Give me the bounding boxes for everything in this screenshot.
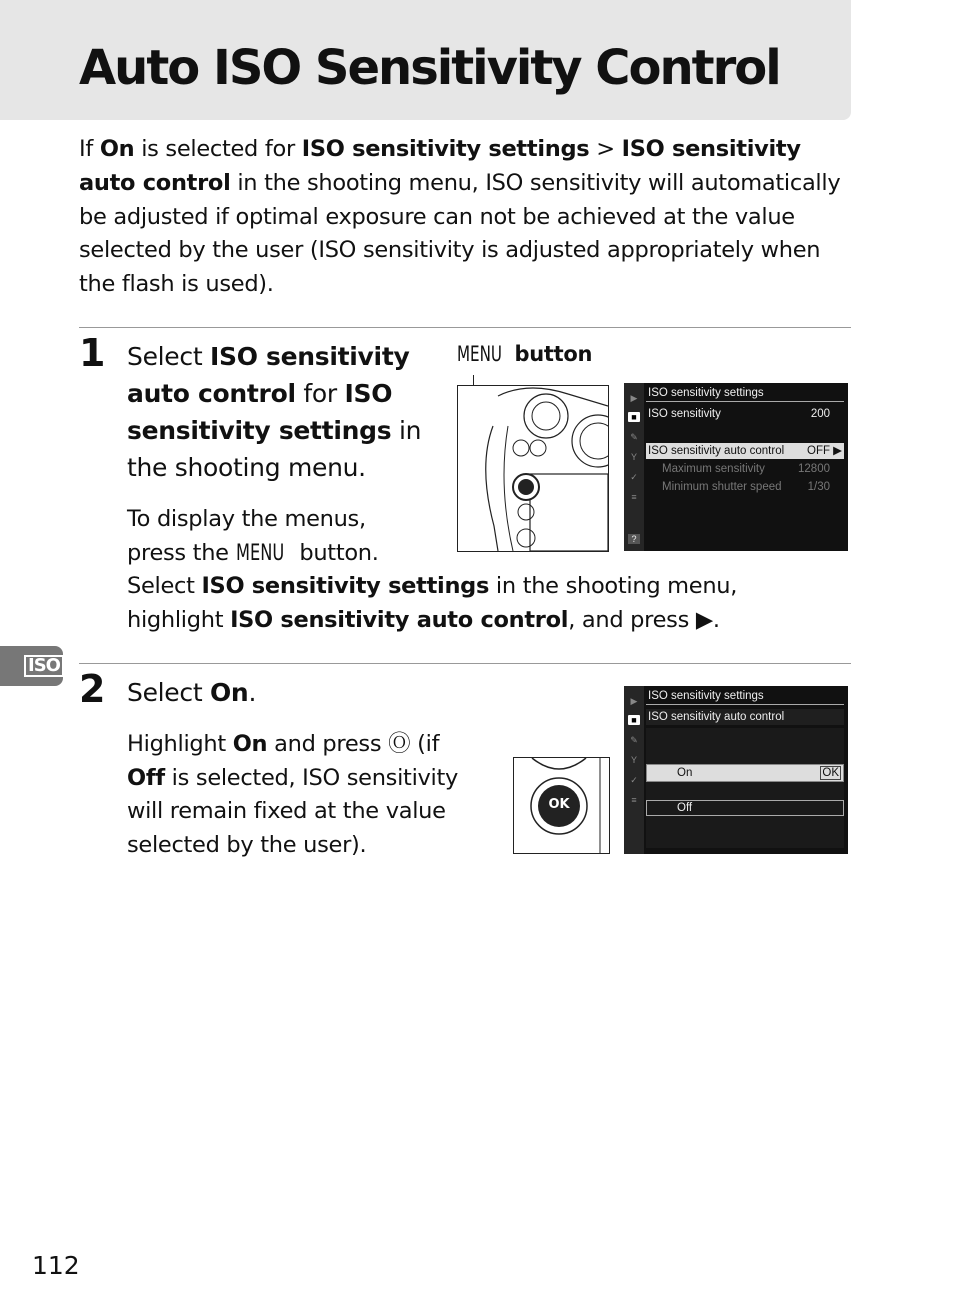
step-heading: Select ISO sensitivity auto control for ISO sensitivity settings in the shooting menu.: [127, 342, 422, 482]
pencil-icon: ✎: [630, 735, 638, 745]
step1-body-b: Select ISO sensitivity settings in the shooting menu, highlight ISO sensitivity auto control, and press ▶.: [127, 573, 738, 633]
camera-back-drawing: [458, 386, 608, 551]
play-icon: ▶: [630, 696, 638, 706]
menu-glyph: MENU: [235, 539, 284, 566]
page-title: Auto ISO Sensitivity Control: [79, 40, 780, 96]
step-heading: Select On.: [127, 678, 257, 707]
iso-icon: ISO: [24, 655, 64, 677]
section-tab: [0, 646, 63, 686]
menu-subheader: ISO sensitivity auto control: [646, 709, 844, 725]
camera-back-illustration: [457, 385, 609, 552]
ok-button-label: OK: [548, 797, 570, 812]
option-on: On OK: [646, 764, 844, 782]
menu-header: ISO sensitivity settings: [646, 688, 844, 705]
camera-icon: ■: [628, 412, 640, 422]
ok-button-illustration: [513, 757, 610, 854]
camera-lcd-screen: [624, 383, 848, 551]
menu-sidebar: [624, 686, 644, 854]
wrench-icon: Y: [630, 755, 637, 765]
menu-subitem: Maximum sensitivity 12800: [662, 463, 830, 475]
my-menu-icon: ≡: [631, 492, 637, 502]
camera-lcd-screen: [624, 686, 848, 854]
ok-icon: Ⓞ: [388, 731, 411, 757]
menu-button-callout: MENU button: [457, 342, 593, 366]
my-menu-icon: ≡: [631, 795, 637, 805]
camera-icon: ■: [628, 715, 640, 725]
menu-item: ISO sensitivity 200: [648, 408, 830, 420]
ok-badge: OK: [822, 767, 839, 779]
step-number: 1: [79, 331, 106, 375]
help-icon: ?: [628, 534, 640, 544]
retouch-icon: ✓: [630, 472, 638, 482]
step2-body: Highlight On and press Ⓞ (if Off is selected, ISO sensitivity will remain fixed at the value selected by the user).: [127, 731, 459, 858]
divider: [79, 663, 851, 664]
pencil-icon: ✎: [630, 432, 638, 442]
menu-sidebar: [624, 383, 644, 551]
step-number: 2: [79, 667, 106, 711]
divider: [79, 327, 851, 328]
step1-body-a: To display the menus, press the MENU button.: [127, 503, 427, 570]
menu-item-selected: ISO sensitivity auto control OFF ▶: [648, 445, 842, 457]
intro-paragraph: If On is selected for ISO sensitivity settings > ISO sensitivity auto control in the shooting menu, ISO sensitivity will automatically be adjusted if optimal exposure can not be achieved at the value selected by the user (ISO sensitivity is adjusted appropriately when the flash is used).: [79, 136, 841, 298]
menu-header: ISO sensitivity settings: [646, 385, 844, 402]
menu-glyph: MENU: [457, 342, 502, 366]
option-off: Off: [646, 800, 844, 816]
play-icon: ▶: [630, 393, 638, 403]
wrench-icon: Y: [630, 452, 637, 462]
right-arrow-icon: ▶: [695, 606, 713, 633]
retouch-icon: ✓: [630, 775, 638, 785]
menu-subitem: Minimum shutter speed 1/30: [662, 481, 830, 493]
page-number: 112: [32, 1251, 80, 1280]
